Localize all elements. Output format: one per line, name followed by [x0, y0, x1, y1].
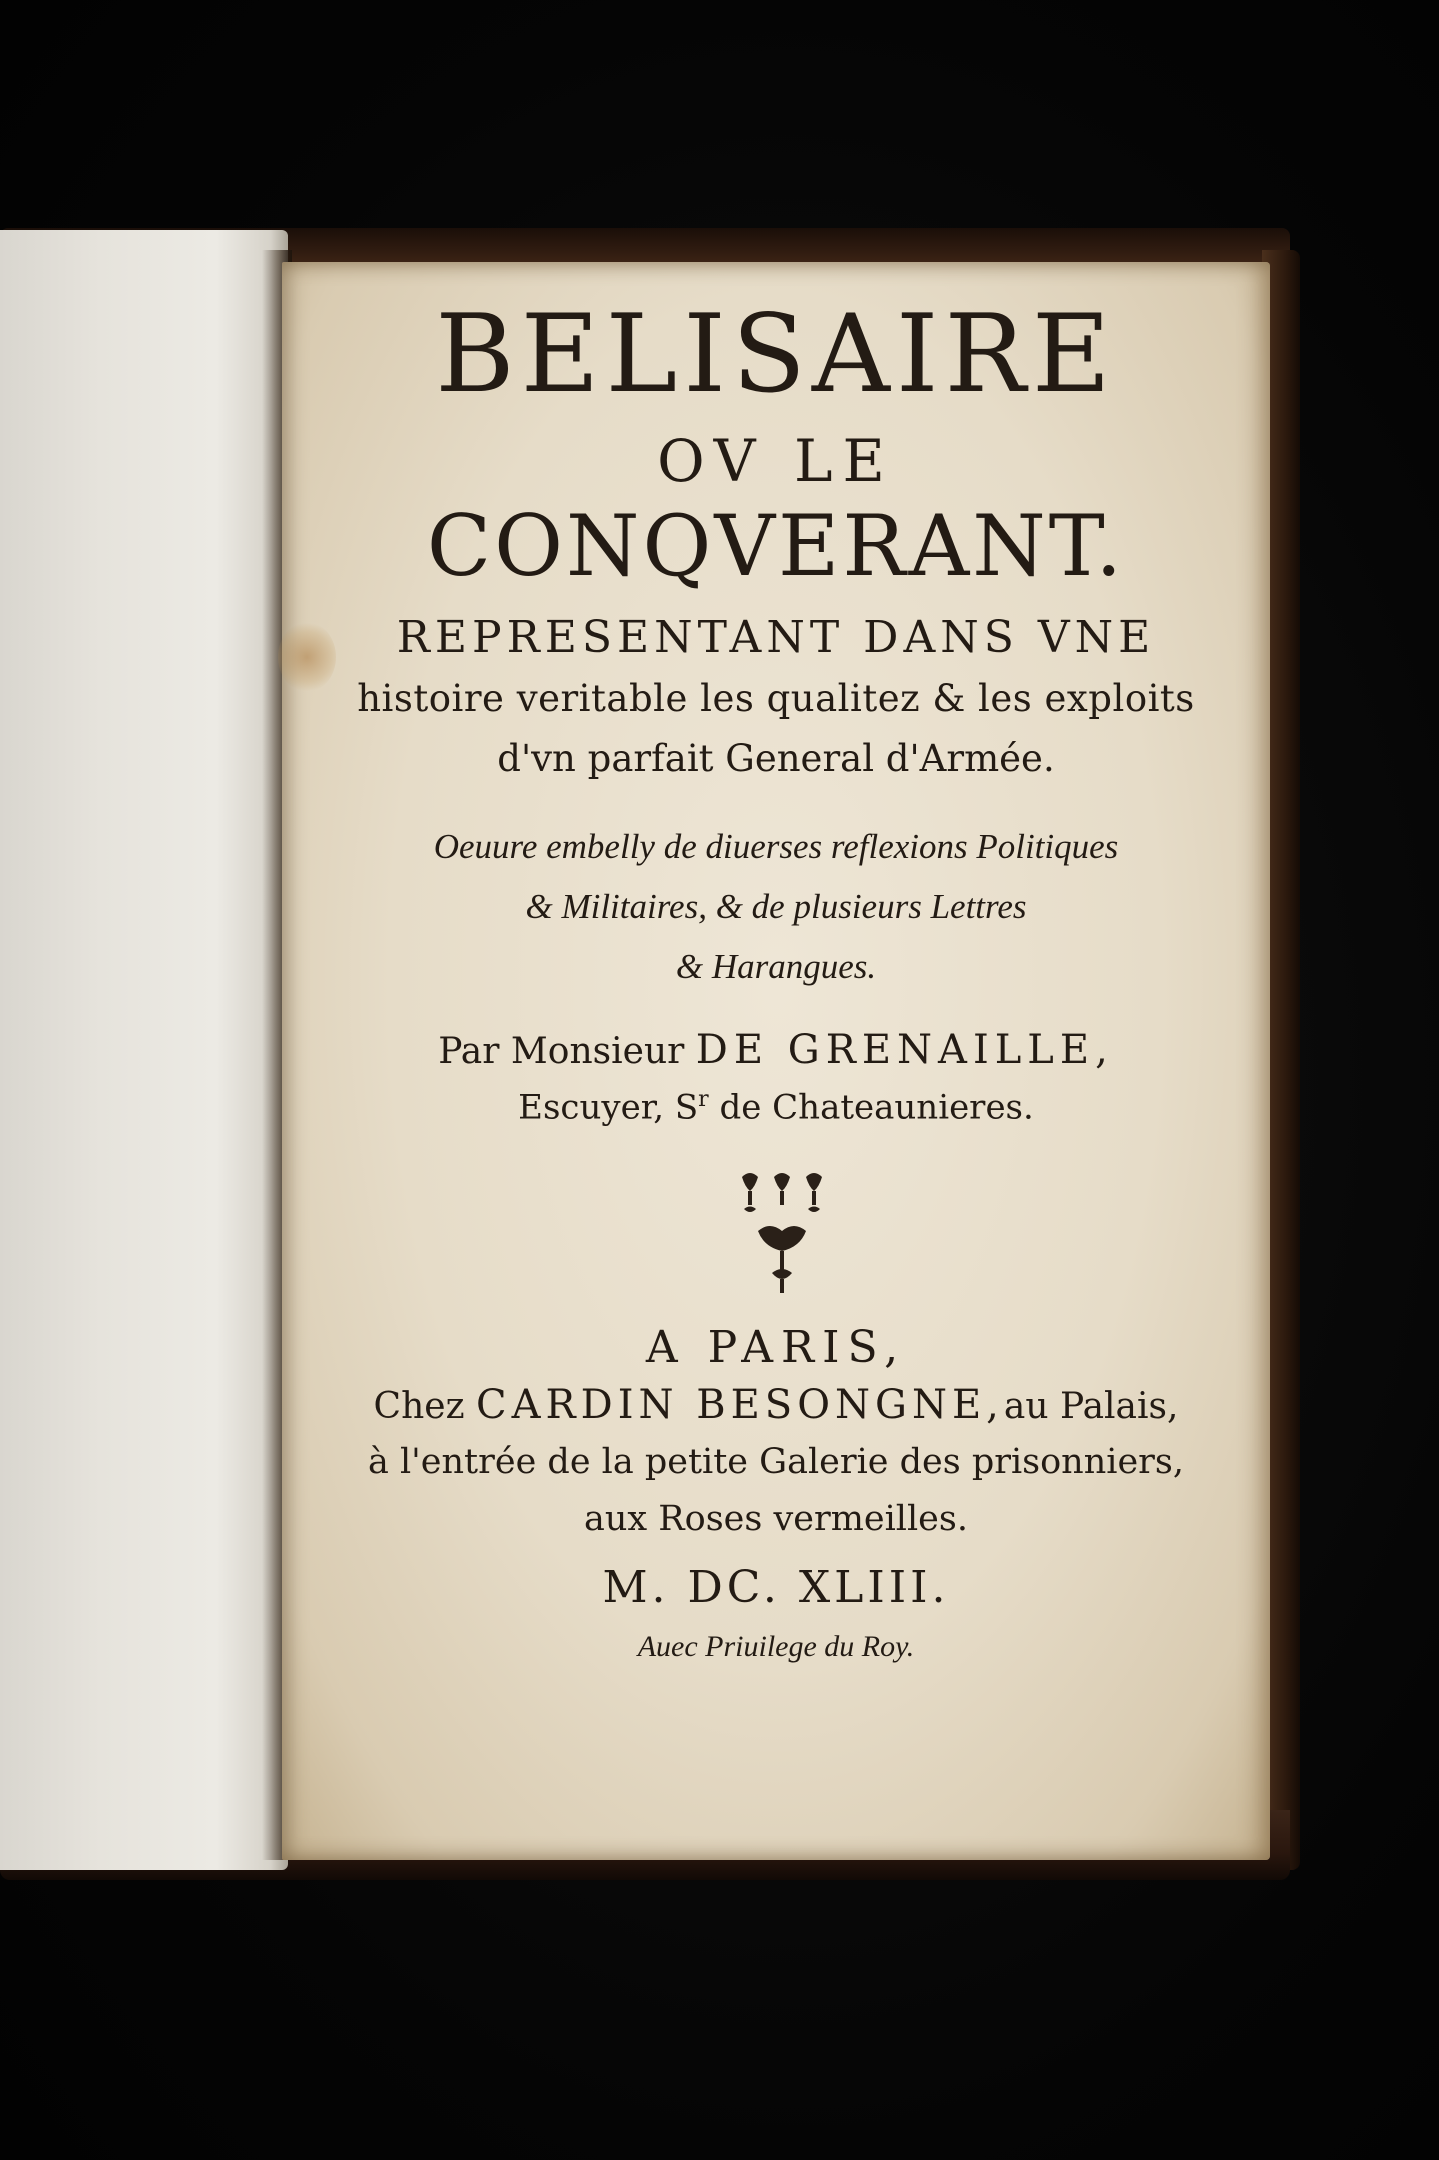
author-line: [282, 1027, 1270, 1073]
author-name: DE GRENAILLE,: [695, 1027, 1114, 1073]
author-title-sup: r: [698, 1087, 709, 1112]
subtitle-or: OV LE: [657, 427, 895, 495]
imprint-line-3: à l'entrée de la petite Galerie des prisonniers,: [368, 1442, 1184, 1482]
subtitle-conquerant: CONQVERANT.: [426, 497, 1126, 595]
description-line-2: histoire veritable les qualitez & les exploits: [357, 677, 1195, 720]
imprint-location: au Palais,: [1003, 1386, 1179, 1427]
italic-line-3: & Harangues.: [675, 947, 877, 986]
imprint-chez: Chez: [373, 1386, 465, 1427]
imprint-printer: CARDIN BESONGNE,: [476, 1382, 1004, 1428]
author-prefix: Par Monsieur: [438, 1031, 685, 1072]
author-title-prefix: Escuyer, S: [518, 1087, 699, 1128]
imprint-city: A PARIS,: [645, 1322, 907, 1373]
privilege-line: Auec Priuilege du Roy.: [637, 1630, 915, 1663]
description-line-3: d'vn parfait General d'Armée.: [497, 737, 1055, 780]
description-line-1: REPRESENTANT DANS VNE: [396, 612, 1156, 663]
publication-date: M. DC. XLIII.: [602, 1562, 950, 1613]
italic-line-2: & Militaires, & de plusieurs Lettres: [525, 887, 1027, 926]
title-page: [282, 262, 1270, 1860]
author-title-line: [282, 1087, 1270, 1127]
main-title: BELISAIRE: [435, 292, 1117, 417]
printers-ornament-icon: [732, 1167, 832, 1297]
imprint-printer-line: [282, 1382, 1270, 1428]
author-title-suffix: de Chateaunieres.: [708, 1087, 1034, 1128]
blank-left-page: [0, 230, 288, 1870]
italic-line-1: Oeuure embelly de diuerses reflexions Politiques: [433, 827, 1119, 866]
imprint-line-4: aux Roses vermeilles.: [584, 1499, 968, 1539]
